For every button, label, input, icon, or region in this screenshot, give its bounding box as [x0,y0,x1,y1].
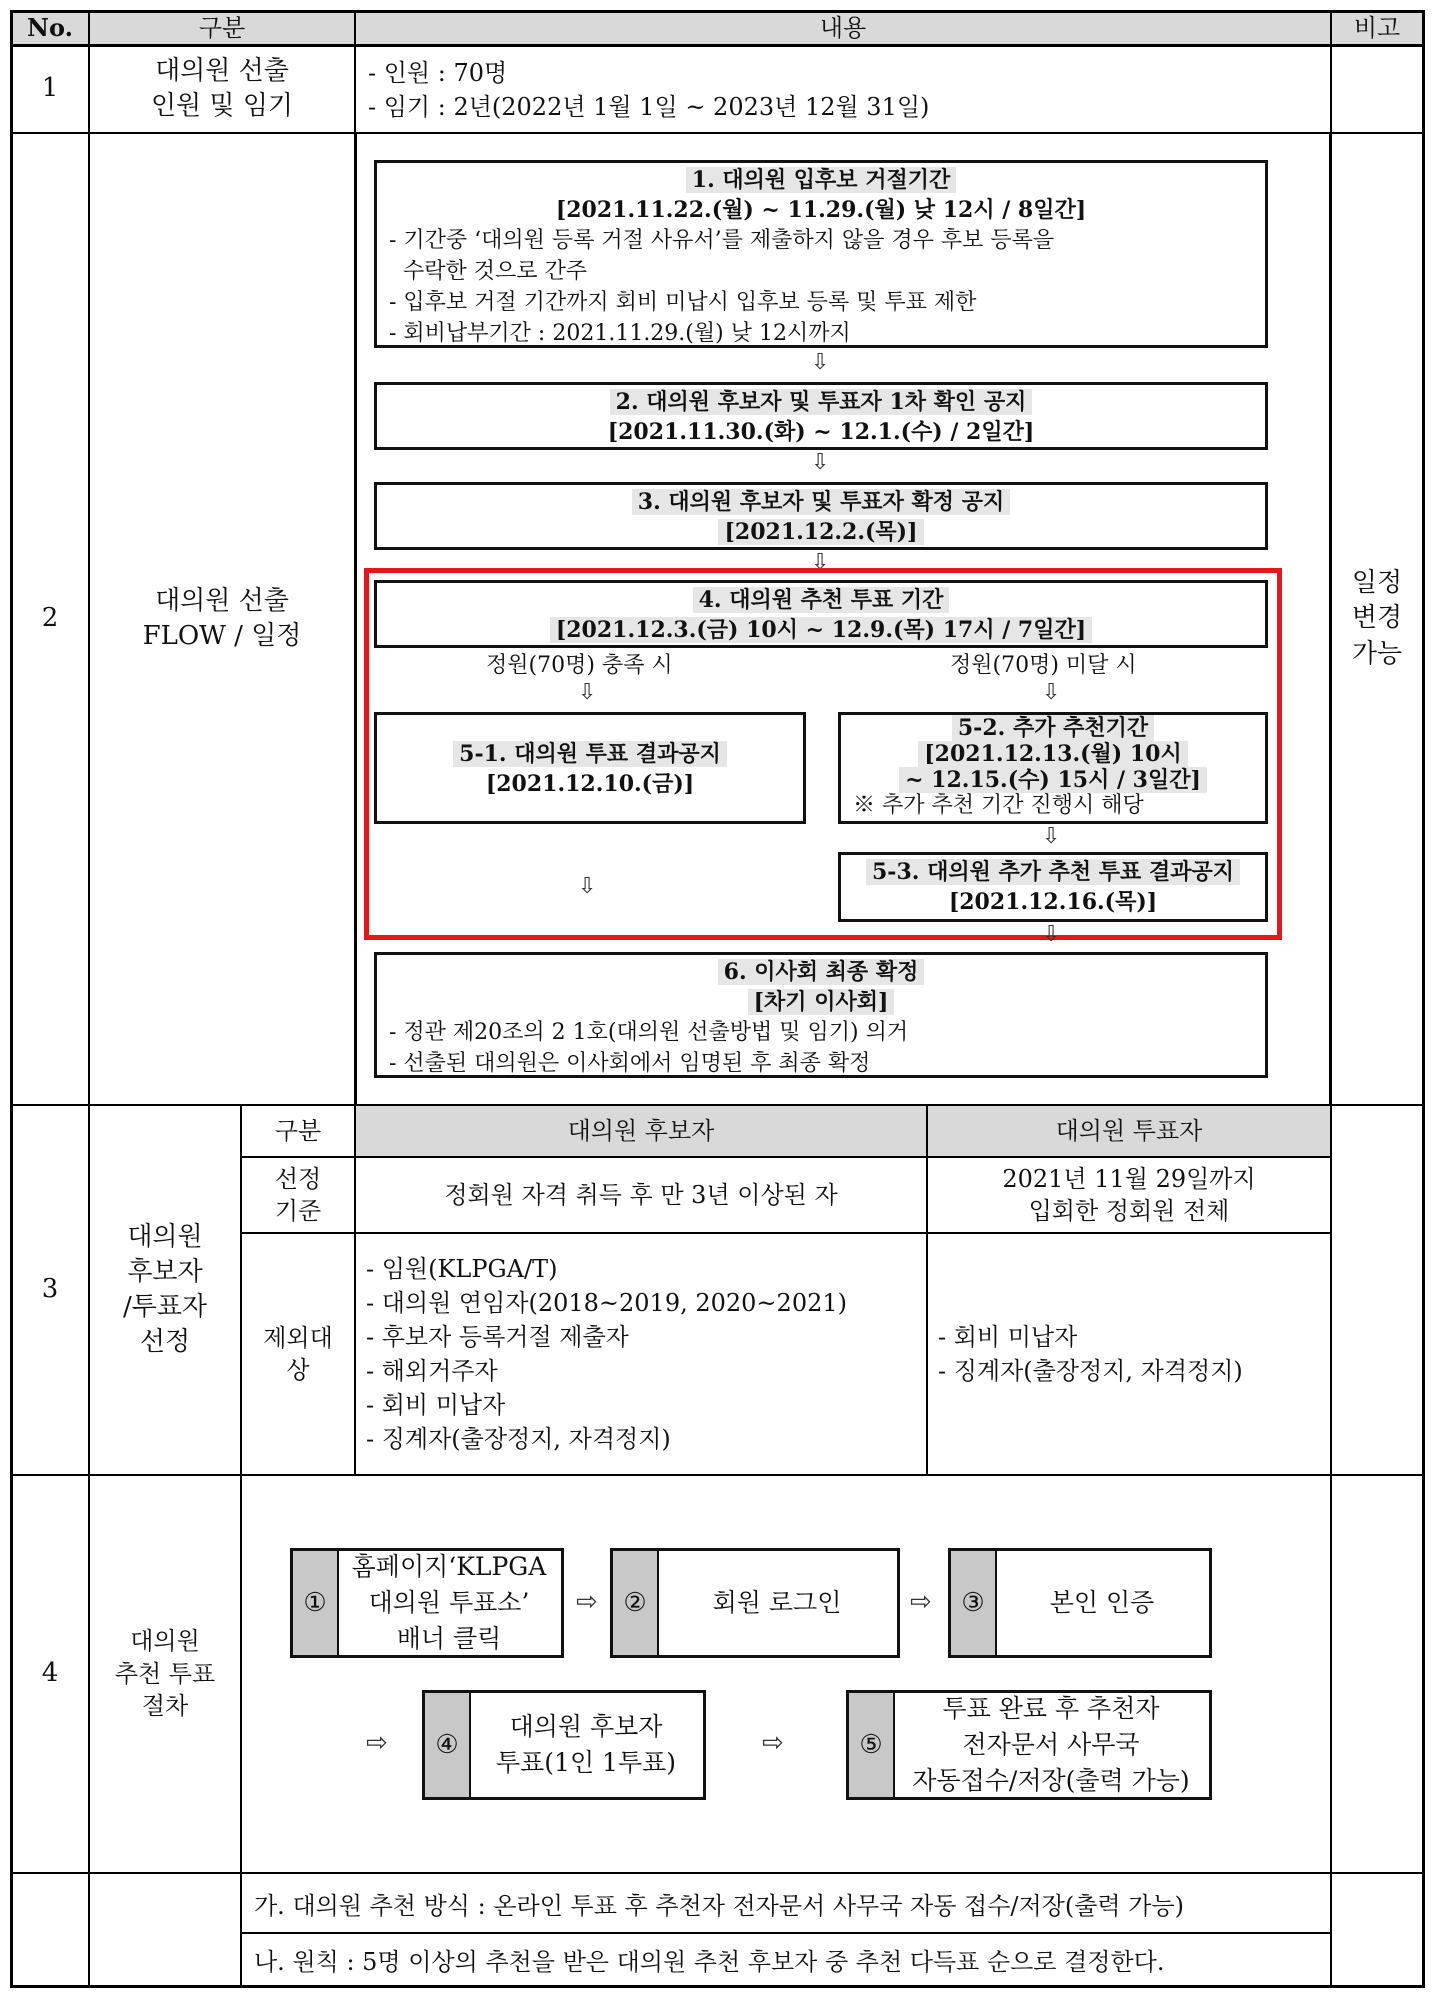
row3-col-voter: 대의원 투표자 [1055,1116,1203,1145]
flow-step5-1-title: 5-1. 대의원 투표 결과공지 [453,741,727,767]
procedure-step-5 [846,1690,1212,1800]
flow-step5-2-date2: ~ 12.15.(수) 15시 / 3일간] [899,767,1207,793]
row3-exclude-label-line2: 상 [286,1356,310,1384]
procedure-arrow-2: ⇨ [910,1587,932,1617]
row2-remark [1332,134,1422,1104]
list-item: - 후보자 등록거절 제출자 [366,1323,629,1351]
flow-arrow-5-2: ⇩ [1042,824,1061,849]
row1-category-line2: 인원 및 임기 [150,91,294,121]
row3-exclude-candidate-list [366,1252,847,1456]
row2-no: 2 [41,603,59,634]
row2-remark-line2: 변경 [1351,603,1403,634]
step-label-line3: 자동접수/저장(출력 가능) [912,1766,1190,1795]
step-label-line2: 대의원 투표소’ [368,1588,530,1617]
flow-step5-2-note: ※ 추가 추천 기간 진행시 해당 [853,793,1144,818]
flow-step1-box [374,160,1268,348]
flow-step1-bullet2: - 입후보 거절 기간까지 회비 미납시 입후보 등록 및 투표 제한 [389,290,977,315]
row3-exclude-label-line1: 제외대 [263,1323,333,1352]
step-label-line3: 배너 클릭 [396,1624,502,1653]
flow-arrow-1: ⇩ [811,350,830,375]
flow-arrow-5-1: ⇩ [578,874,597,899]
row2-category-line2: FLOW / 일정 [142,621,302,651]
flow-step6-title: 6. 이사회 최종 확정 [718,959,925,985]
procedure-arrow-1: ⇨ [576,1587,598,1617]
row3-exclude-label [242,1234,354,1474]
flow-step5-2-box [838,712,1268,824]
flow-step1-bullet3: - 회비납부기간 : 2021.11.29.(월) 낮 12시까지 [389,321,851,346]
flow-step6-box [374,952,1268,1078]
flow-step3-date: [2021.12.2.(목)] [718,519,923,545]
flow-arrow-3: ⇩ [811,550,830,575]
flow-arrow-right: ⇩ [1042,680,1061,705]
row3-criteria-voter-line2: 입회한 정회원 전체 [1028,1197,1230,1225]
procedure-arrow-3: ⇨ [366,1728,388,1758]
procedure-arrow-4: ⇨ [762,1728,784,1758]
flow-step6-bullet2: - 선출된 대의원은 이사회에서 임명된 후 최종 확정 [389,1051,871,1076]
flow-step5-1-box [374,712,806,824]
row2-category-line1: 대의원 선출 [155,585,289,616]
step-label-line1: 회원 로그인 [712,1588,842,1617]
note-method: 가. 대의원 추천 방식 : 온라인 투표 후 추천자 전자문서 사무국 자동 접수/저장(출력 가능) [254,1891,1184,1920]
step-label-line2: 투표(1인 1투표) [495,1748,676,1777]
list-item: - 징계자(출장정지, 자격정지) [938,1357,1243,1385]
procedure-step-1 [290,1548,564,1658]
row3-category-line1: 대의원 [127,1221,203,1252]
branch-right-label: 정원(70명) 미달 시 [950,653,1137,678]
flow-arrow-2: ⇩ [811,450,830,475]
row3-category-line3: /투표자 [122,1292,208,1322]
row3-category [90,1106,240,1474]
flow-step2-title: 2. 대의원 후보자 및 투표자 1차 확인 공지 [610,389,1033,415]
flow-step4-title: 4. 대의원 추천 투표 기간 [693,587,950,613]
row3-sub-header: 구분 [274,1116,322,1145]
row3-criteria-label-line1: 선정 [274,1164,322,1193]
flow-step4-box [374,580,1268,648]
header-remark: 비고 [1353,13,1401,42]
list-item: - 회비 미납자 [938,1323,1078,1351]
flow-step5-3-title: 5-3. 대의원 추가 추천 투표 결과공지 [866,859,1240,885]
flow-step1-title: 1. 대의원 입후보 거절기간 [686,167,956,193]
row3-no: 3 [41,1274,59,1305]
row3-criteria-label-line2: 기준 [274,1197,322,1225]
flow-step6-bullet1: - 정관 제20조의 2 1호(대의원 선출방법 및 임기) 의거 [389,1020,909,1045]
row3-criteria-label [242,1158,354,1232]
list-item: - 회비 미납자 [366,1391,506,1419]
step-label-line1: 본인 인증 [1049,1588,1155,1617]
row2-remark-line1: 일정 [1351,568,1403,599]
row3-exclude-voter-list [938,1320,1243,1388]
procedure-step-4 [422,1690,706,1800]
row1-content-line1: - 인원 : 70명 [368,59,508,87]
row1-no: 1 [41,73,59,104]
flow-arrow-left: ⇩ [578,680,597,705]
flow-step1-date: [2021.11.22.(월) ~ 11.29.(월) 낮 12시 / 8일간] [555,197,1087,223]
list-item: - 임원(KLPGA/T) [366,1255,558,1283]
header-content: 내용 [819,13,867,42]
row3-criteria-candidate: 정회원 자격 취득 후 만 3년 이상된 자 [444,1180,838,1209]
row3-category-line4: 선정 [139,1327,191,1358]
flow-step4-date: [2021.12.3.(금) 10시 ~ 12.9.(목) 17시 / 7일간] [550,617,1092,643]
row4-category-line1: 대의원 [130,1627,200,1656]
row4-no: 4 [41,1658,59,1689]
row4-category-line3: 절차 [141,1692,189,1721]
step-label-line1: 대의원 후보자 [509,1712,663,1741]
row1-category [90,46,354,132]
flow-step3-box [374,482,1268,550]
flow-step5-2-title: 5-2. 추가 추천기간 [952,715,1154,741]
list-item: - 대의원 연임자(2018~2019, 2020~2021) [366,1289,847,1317]
row1-content-line2: - 임기 : 2년(2022년 1월 1일 ~ 2023년 12월 31일) [368,93,930,121]
flow-step5-1-date: [2021.12.10.(금)] [485,771,695,797]
row2-remark-line3: 가능 [1351,638,1403,669]
row2-category [90,134,354,1104]
step-label-line1: 투표 완료 후 추천자 [942,1694,1160,1723]
row3-col-candidate: 대의원 후보자 [567,1116,715,1145]
procedure-step-2 [610,1548,900,1658]
flow-arrow-5-3: ⇩ [1042,922,1061,947]
header-category: 구분 [198,13,246,42]
row3-criteria-voter [928,1158,1330,1232]
step-number: ③ [951,1551,997,1655]
procedure-step-3 [948,1548,1212,1658]
step-label-line2: 전자문서 사무국 [962,1730,1140,1759]
flow-step5-3-box [838,852,1268,922]
step-number: ⑤ [849,1693,895,1797]
flow-step3-title: 3. 대의원 후보자 및 투표자 확정 공지 [632,489,1010,515]
flow-step6-date: [차기 이사회] [748,989,895,1015]
flow-step5-2-date1: [2021.12.13.(월) 10시 [918,741,1187,767]
row3-category-line2: 후보자 [127,1256,203,1287]
step-number: ① [293,1551,339,1655]
row4-category [90,1476,240,1872]
list-item: - 징계자(출장정지, 자격정지) [366,1425,671,1453]
row4-category-line2: 추천 투표 [114,1659,216,1688]
flow-step1-bullet1a: - 기간중 ‘대의원 등록 거절 사유서’를 제출하지 않을 경우 후보 등록을 [389,228,1055,253]
flow-step1-bullet1b: 수락한 것으로 간주 [389,259,587,284]
row3-criteria-voter-line1: 2021년 11월 29일까지 [1002,1164,1256,1193]
flow-step2-box [374,382,1268,450]
step-number: ④ [425,1693,471,1797]
header-no: No. [27,12,73,42]
row1-category-line1: 대의원 선출 [155,55,289,86]
step-label-line1: 홈페이지‘KLPGA [351,1552,547,1581]
note-principle: 나. 원칙 : 5명 이상의 추천을 받은 대의원 추천 후보자 중 추천 다득표 순으로 결정한다. [254,1948,1165,1976]
flow-step2-date: [2021.11.30.(화) ~ 12.1.(수) / 2일간] [607,419,1035,445]
branch-left-label: 정원(70명) 충족 시 [486,653,673,678]
flow-step5-3-date: [2021.12.16.(목)] [948,889,1158,915]
list-item: - 해외거주자 [366,1357,498,1385]
step-number: ② [613,1551,659,1655]
